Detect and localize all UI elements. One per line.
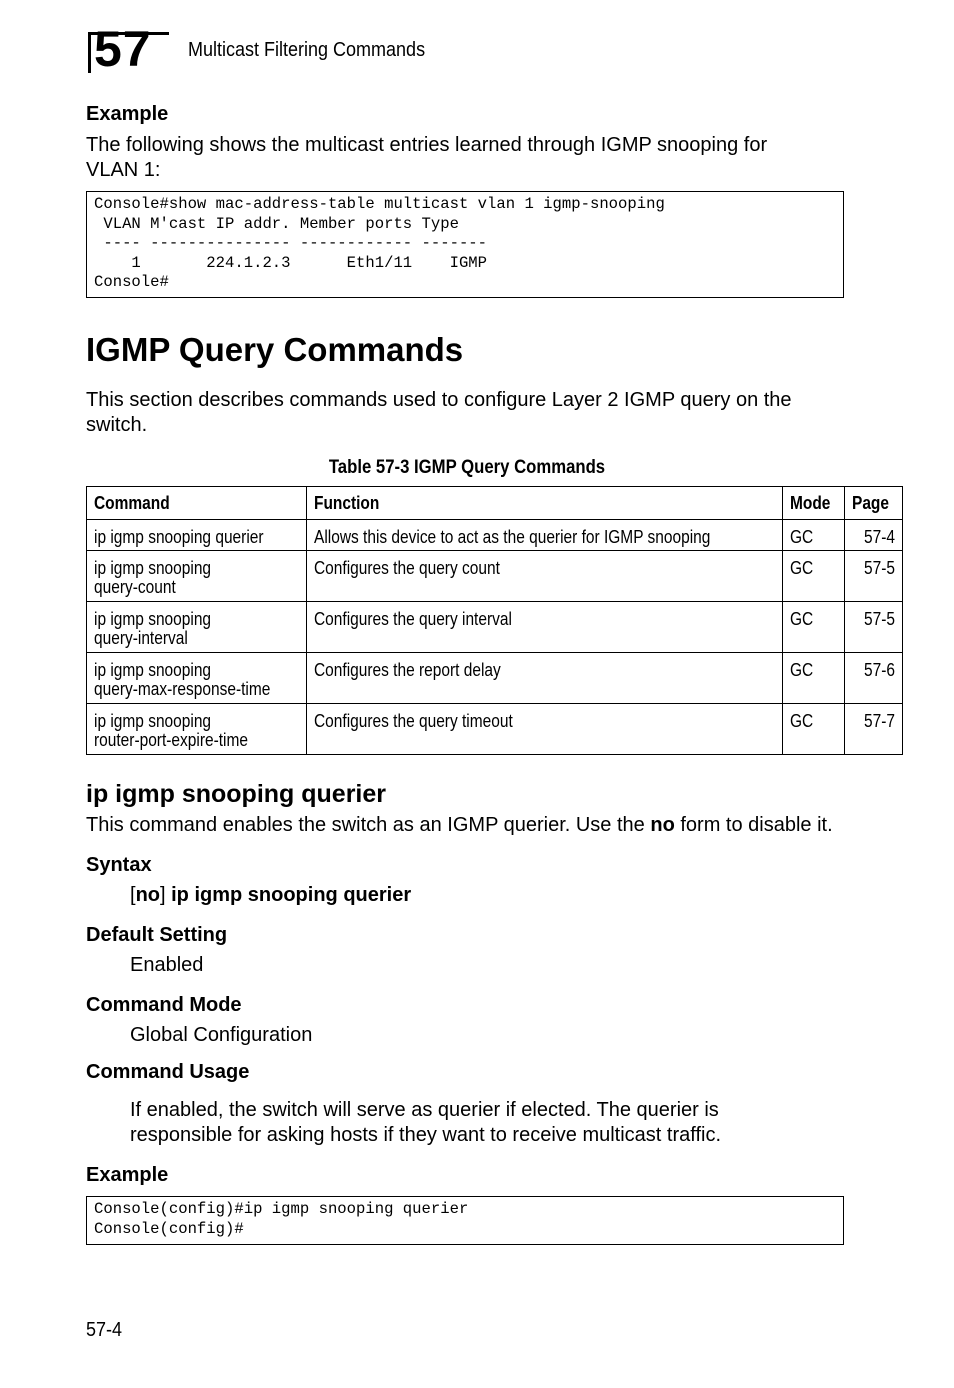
cell-mode: GC bbox=[782, 602, 844, 653]
page-number: 57-4 bbox=[86, 1319, 123, 1341]
example-intro-line-2: VLAN 1: bbox=[86, 159, 161, 181]
command-usage-line-1: If enabled, the switch will serve as querier if elected. The querier is bbox=[130, 1099, 719, 1121]
example-heading: Example bbox=[86, 103, 169, 125]
igmp-query-commands-table bbox=[86, 486, 903, 755]
section-intro-line-1: This section describes commands used to configure Layer 2 IGMP query on the bbox=[86, 389, 792, 411]
code-block-querier-example: Console(config)#ip igmp snooping querier Console(config)# bbox=[86, 1196, 844, 1245]
cell-function: Configures the query count bbox=[307, 551, 783, 602]
cell-page: 57-5 bbox=[844, 602, 902, 653]
syntax-heading: Syntax bbox=[86, 854, 152, 876]
column-header-page: Page bbox=[844, 487, 902, 520]
table-header-row bbox=[87, 487, 903, 520]
cell-function: Allows this device to act as the querier for IGMP snooping bbox=[307, 520, 783, 551]
cell-command: ip igmp snooping query-max-response-time bbox=[87, 653, 307, 704]
cell-mode: GC bbox=[782, 520, 844, 551]
example-intro-line-1: The following shows the multicast entries learned through IGMP snooping for bbox=[86, 134, 768, 156]
table-row bbox=[87, 653, 903, 704]
command-mode-value: Global Configuration bbox=[130, 1024, 313, 1046]
command-usage-heading: Command Usage bbox=[86, 1061, 250, 1083]
code-block-show-multicast: Console#show mac-address-table multicast vlan 1 igmp-snooping VLAN M'cast IP addr. Member ports Type ---- --------------- ------------ ------- 1 224.1.2.3 Eth1/11 IGMP Console# bbox=[86, 191, 844, 298]
command-description: This command enables the switch as an IGMP querier. Use the no form to disable it. bbox=[86, 814, 833, 836]
cell-page: 57-6 bbox=[844, 653, 902, 704]
cell-command: ip igmp snooping router-port-expire-time bbox=[87, 704, 307, 755]
table-row bbox=[87, 602, 903, 653]
cell-page: 57-7 bbox=[844, 704, 902, 755]
cell-mode: GC bbox=[782, 653, 844, 704]
cell-function: Configures the query interval bbox=[307, 602, 783, 653]
cell-command: ip igmp snooping querier bbox=[87, 520, 307, 551]
column-header-command: Command bbox=[87, 487, 307, 520]
table-row bbox=[87, 520, 903, 551]
syntax-line: [no] ip igmp snooping querier bbox=[130, 884, 412, 906]
table-row bbox=[87, 704, 903, 755]
example-heading-2: Example bbox=[86, 1164, 169, 1186]
cell-command: ip igmp snooping query-count bbox=[87, 551, 307, 602]
cell-command: ip igmp snooping query-interval bbox=[87, 602, 307, 653]
default-setting-heading: Default Setting bbox=[86, 924, 228, 946]
column-header-mode: Mode bbox=[782, 487, 844, 520]
command-usage-line-2: responsible for asking hosts if they want to receive multicast traffic. bbox=[130, 1124, 722, 1146]
section-intro-line-2: switch. bbox=[86, 414, 148, 436]
section-title: IGMP Query Commands bbox=[86, 331, 464, 368]
default-setting-value: Enabled bbox=[130, 954, 204, 976]
cell-mode: GC bbox=[782, 551, 844, 602]
table-row bbox=[87, 551, 903, 602]
command-title: ip igmp snooping querier bbox=[86, 780, 386, 808]
column-header-function: Function bbox=[307, 487, 783, 520]
table-caption: Table 57-3 IGMP Query Commands bbox=[328, 457, 606, 478]
cell-function: Configures the report delay bbox=[307, 653, 783, 704]
chapter-title: Multicast Filtering Commands bbox=[188, 39, 426, 61]
command-mode-heading: Command Mode bbox=[86, 994, 242, 1016]
cell-mode: GC bbox=[782, 704, 844, 755]
cell-page: 57-4 bbox=[844, 520, 902, 551]
cell-function: Configures the query timeout bbox=[307, 704, 783, 755]
cell-page: 57-5 bbox=[844, 551, 902, 602]
chapter-number: 57 bbox=[94, 21, 152, 77]
